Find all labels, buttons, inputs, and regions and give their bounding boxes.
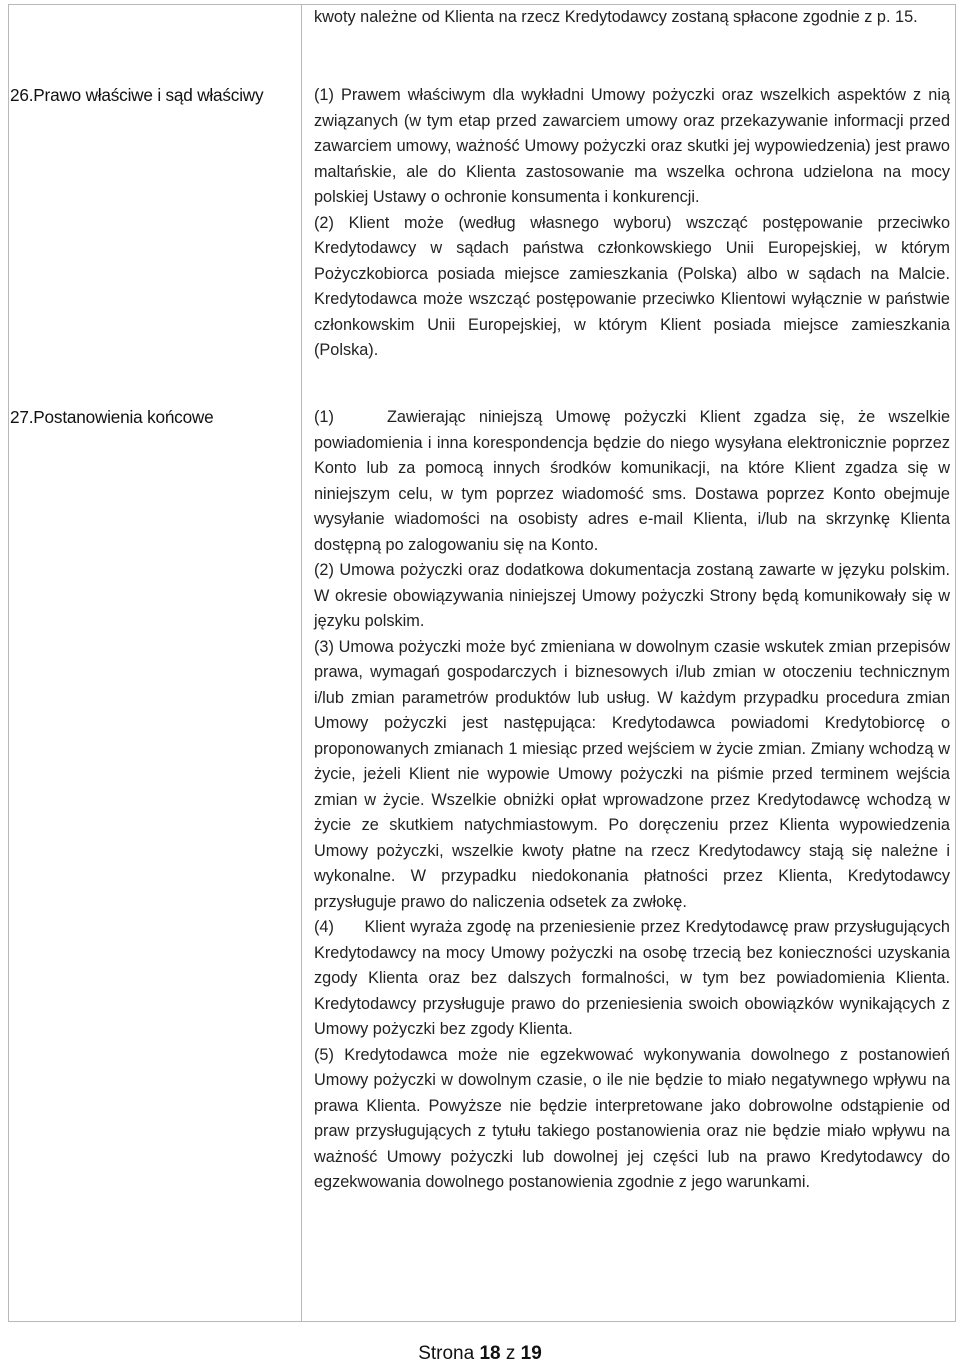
section-27-paragraph-4: (4) Klient wyraża zgodę na przeniesienie przez Kredytodawcę praw przysługujących Kredytodawcy na mocy Umowy pożyczki na osobę trzecią bez konieczności uzyskania zgody Klienta oraz bez dalszych formalności, w tym bez powiadomienia Klienta. Kredytodawcy przysługuje prawo do przeniesienia swoich obowiązków wynikających z Umowy pożyczki bez zgody Klienta. (314, 918, 950, 1038)
intro-text (314, 5, 950, 31)
section-26-number: 26. (10, 85, 34, 105)
spacer (8, 59, 956, 83)
section-27-body (314, 405, 950, 1196)
section-26-title: Prawo właściwe i sąd właściwy (33, 85, 264, 105)
section-26-body (314, 83, 950, 364)
section-26-paragraph-2: (2) Klient może (według własnego wyboru) wszcząć postępowanie przeciwko Kredytodawcy w sądach państwa członkowskiego Unii Europejskiej, w którym Pożyczkobiorca posiada miejsce zamieszkania (Polska) albo w sądach na Malcie. Kredytodawca może wszcząć postępowanie przeciwko Klientowi wyłącznie w państwie członkowskim Unii Europejskiej, w którym Klient posiada miejsce zamieszkania (Polska). (314, 213, 950, 359)
page-footer (0, 1343, 960, 1365)
section-27-number: 27. (10, 407, 34, 427)
page-of-label: z (505, 1343, 516, 1364)
section-27 (8, 405, 956, 1321)
intro-paragraph: kwoty należne od Klienta na rzecz Kredytodawcy zostaną spłacone zgodnie z p. 15. (314, 8, 918, 26)
section-26-paragraph-1: (1) Prawem właściwym dla wykładni Umowy pożyczki oraz wszelkich aspektów z nią związanych (w tym etap przed zawarciem umowy oraz przekazywanie informacji przed zawarciem umowy, ważność Umowy pożyczki oraz skutki jej wypowiedzenia) jest prawo maltańskie, ale do Klienta zastosowanie ma wszelka ochrona udzielona na mocy polskiej Ustawy o ochronie konsumenta i konkurencji. (314, 86, 950, 206)
section-27-paragraph-5: (5) Kredytodawca może nie egzekwować wykonywania dowolnego z postanowień Umowy pożyczki w dowolnym czasie, o ile nie będzie to miało negatywnego wpływu na prawa Klienta. Powyższe nie będzie interpretowane jako dobrowolne odstąpienie od praw przysługujących z tytułu takiego postanowienia oraz nie będzie miało wpływu na ważność Umowy pożyczki lub dowolnej jej części lub na prawo Kredytodawcy do egzekwowania dowolnego postanowienia zgodnie z jego warunkami. (314, 1045, 950, 1191)
terms-table (8, 4, 956, 1322)
page-label: Strona (418, 1343, 475, 1364)
section-26 (8, 83, 956, 405)
section-27-paragraph-3: (3) Umowa pożyczki może być zmieniana w dowolnym czasie wskutek zmian przepisów prawa, wymagań gospodarczych i biznesowych i/lub zmian w otoczeniu technicznym i/lub zmian parametrów produktów lub usług. W każdym przypadku procedura zmian Umowy pożyczki jest następująca: Kredytodawca powiadomi Kredytobiorcę o proponowanych zmianach 1 miesiąc przed wejściem w życie zmian. Zmiany wchodzą w życie, jeżeli Klient nie wypowie Umowy pożyczki na piśmie przed terminem wejścia zmian w życie. Wszelkie obniżki opłat wprowadzone przez Kredytodawcę wchodzą w życie ze skutkiem natychmiastowym. Po doręczeniu przez Klienta wypowiedzenia Umowy pożyczki, wszelkie kwoty płatne na rzecz Kredytodawcy stają się należne i wykonalne. W przypadku niedokonania płatności przez Klienta, Kredytodawcy przysługuje prawo do naliczenia odsetek za zwłokę. (314, 637, 950, 911)
total-pages-number: 19 (520, 1343, 542, 1364)
section-27-paragraph-2: (2) Umowa pożyczki oraz dodatkowa dokumentacja zostaną zawarte w języku polskim. W okresie obowiązywania niniejszej Umowy pożyczki Strony będą komunikowały się w języku polskim. (314, 561, 950, 630)
section-26-heading (10, 83, 263, 109)
section-27-title: Postanowienia końcowe (33, 407, 214, 427)
section-27-heading (10, 405, 214, 431)
intro-row (8, 5, 956, 59)
current-page-number: 18 (479, 1343, 501, 1364)
section-27-paragraph-1: (1) Zawierając niniejszą Umowę pożyczki Klient zgadza się, że wszelkie powiadomienia i inna korespondencja będzie do niego wysyłana elektronicznie poprzez Konto lub za pomocą innych środków komunikacji, na które Klient zgadza się w niniejszym celu, w tym poprzez wiadomość sms. Dostawa poprzez Konto obejmuje wysyłanie wiadomości na osobisty adres e-mail Klienta, i/lub na skrzynkę Klienta dostępną po zalogowaniu się na Konto. (314, 408, 950, 554)
